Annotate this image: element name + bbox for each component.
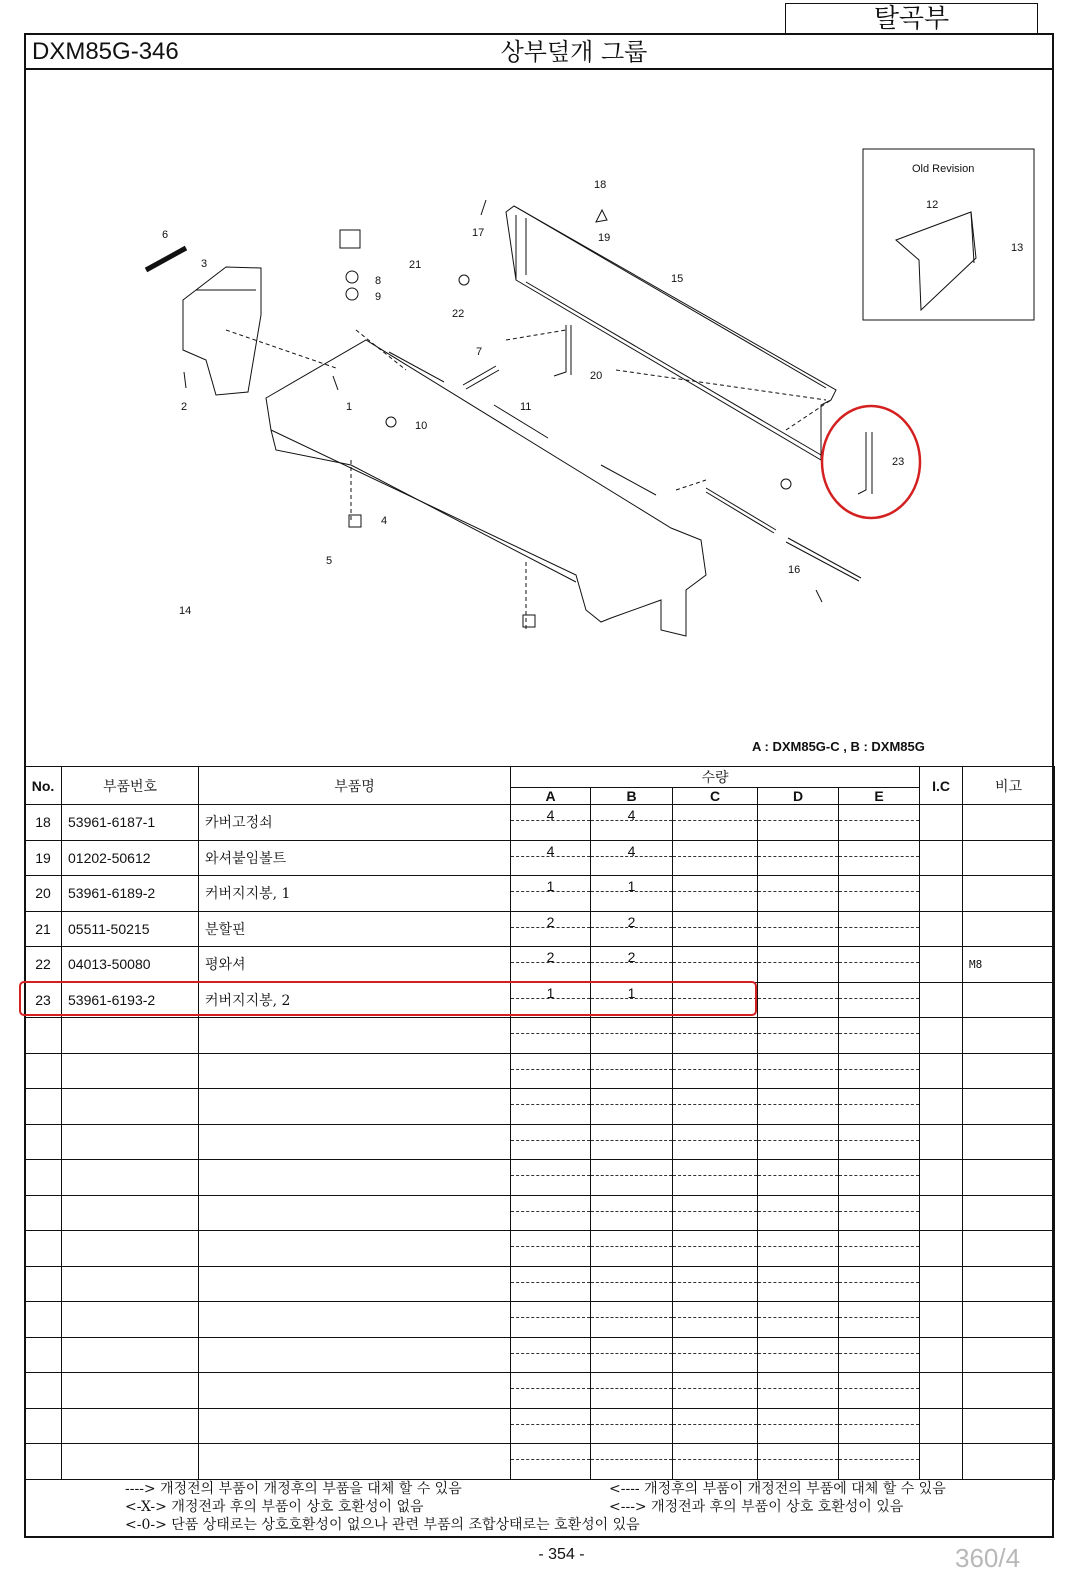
- row-qty-a: [511, 1160, 591, 1196]
- table-row: [25, 805, 1055, 841]
- row-no: [25, 1018, 62, 1054]
- row-qty-c: [673, 1373, 758, 1409]
- row-qty-b: [591, 1018, 673, 1054]
- row-part-number: [62, 1231, 199, 1267]
- callout-23: 23: [892, 456, 905, 468]
- table-row: [25, 1160, 1055, 1196]
- row-part-number: [62, 1373, 199, 1409]
- row-qty-c: [673, 1160, 758, 1196]
- row-qty-e: [839, 1124, 920, 1160]
- table-row: [25, 1373, 1055, 1409]
- row-no: [25, 1231, 62, 1267]
- row-qty-d: [758, 805, 839, 841]
- row-no: [25, 1195, 62, 1231]
- table-row: [25, 1053, 1055, 1089]
- row-qty-c: [673, 840, 758, 876]
- row-remarks: [963, 1195, 1055, 1231]
- row-qty-a: [511, 1444, 591, 1480]
- callout-16: 16: [788, 564, 801, 576]
- row-qty-e: [839, 911, 920, 947]
- row-qty-b: [591, 1373, 673, 1409]
- row-part-number: [62, 1053, 199, 1089]
- row-qty-e: [839, 947, 920, 983]
- callout-19: 19: [598, 232, 611, 244]
- row-qty-c: [673, 947, 758, 983]
- row-remarks: [963, 982, 1055, 1018]
- row-part-number: 53961-6187-1: [62, 805, 199, 841]
- note-line1-right: <---- 개정후의 부품이 개정전의 부품에 대체 할 수 있음: [609, 1481, 946, 1497]
- row-part-name: [199, 1337, 511, 1373]
- row-no: [25, 1053, 62, 1089]
- header-ic: I.C: [920, 767, 963, 805]
- row-qty-a: 4: [511, 805, 591, 841]
- qty-col-a: A: [511, 788, 591, 805]
- row-qty-a: [511, 1373, 591, 1409]
- callout-8: 8: [375, 275, 382, 287]
- row-no: [25, 1444, 62, 1480]
- row-qty-e: [839, 1195, 920, 1231]
- row-ic: [920, 1018, 963, 1054]
- row-qty-d: [758, 982, 839, 1018]
- row-ic: [920, 1444, 963, 1480]
- callout-3: 3: [201, 258, 208, 270]
- row-qty-d: [758, 1195, 839, 1231]
- row-qty-c: [673, 1231, 758, 1267]
- row-no: [25, 1089, 62, 1125]
- row-qty-a: 1: [511, 982, 591, 1018]
- row-ic: [920, 1337, 963, 1373]
- row-no: [25, 1266, 62, 1302]
- row-qty-d: [758, 876, 839, 912]
- row-ic: [920, 876, 963, 912]
- row-qty-d: [758, 1408, 839, 1444]
- table-row: [25, 1266, 1055, 1302]
- row-no: [25, 1408, 62, 1444]
- row-remarks: [963, 805, 1055, 841]
- row-qty-e: [839, 1089, 920, 1125]
- row-qty-b: [591, 1302, 673, 1338]
- row-qty-e: [839, 1302, 920, 1338]
- row-part-number: [62, 1444, 199, 1480]
- row-qty-a: [511, 1018, 591, 1054]
- callout-5: 5: [326, 555, 333, 567]
- qty-col-d: D: [758, 788, 839, 805]
- table-row: [25, 1089, 1055, 1125]
- row-part-number: [62, 1337, 199, 1373]
- row-qty-a: 4: [511, 840, 591, 876]
- row-part-name: [199, 1444, 511, 1480]
- row-qty-b: [591, 1444, 673, 1480]
- row-ic: [920, 1160, 963, 1196]
- model-code: DXM85G-346: [32, 38, 179, 65]
- row-qty-e: [839, 982, 920, 1018]
- row-part-name: 커버지지봉, 2: [199, 982, 511, 1018]
- header-part-name: 부품명: [199, 767, 511, 805]
- row-ic: [920, 1408, 963, 1444]
- row-part-number: 04013-50080: [62, 947, 199, 983]
- row-ic: [920, 1302, 963, 1338]
- row-qty-a: 1: [511, 876, 591, 912]
- row-qty-e: [839, 1337, 920, 1373]
- row-qty-c: [673, 1195, 758, 1231]
- row-qty-c: [673, 1444, 758, 1480]
- row-qty-b: 2: [591, 911, 673, 947]
- table-row: [25, 1124, 1055, 1160]
- callout-10: 10: [415, 420, 428, 432]
- header-no: No.: [25, 767, 62, 805]
- row-no: 20: [25, 876, 62, 912]
- qty-col-b: B: [591, 788, 673, 805]
- callout-15: 15: [671, 273, 684, 285]
- parts-table: [24, 766, 1055, 1480]
- row-remarks: [963, 1160, 1055, 1196]
- callout-4: 4: [381, 515, 388, 527]
- table-row: [25, 1408, 1055, 1444]
- note-line3: <-0-> 단품 상태로는 상호호환성이 없으나 관련 부품의 조합상태로는 호환성이 있음: [125, 1517, 640, 1533]
- row-no: 23: [25, 982, 62, 1018]
- page-counter: 360/4: [955, 1543, 1021, 1573]
- callout-11: 11: [520, 401, 532, 413]
- row-qty-d: [758, 1302, 839, 1338]
- callout-18: 18: [594, 179, 607, 191]
- row-part-name: [199, 1089, 511, 1125]
- row-part-name: [199, 1302, 511, 1338]
- row-ic: [920, 1089, 963, 1125]
- row-part-number: 01202-50612: [62, 840, 199, 876]
- row-qty-d: [758, 1160, 839, 1196]
- table-row: [25, 1195, 1055, 1231]
- row-qty-e: [839, 1018, 920, 1054]
- row-part-name: [199, 1160, 511, 1196]
- row-qty-e: [839, 1053, 920, 1089]
- row-remarks: [963, 1266, 1055, 1302]
- table-row: [25, 911, 1055, 947]
- row-part-name: [199, 1373, 511, 1409]
- header-remarks: 비고: [963, 767, 1055, 805]
- row-ic: [920, 1195, 963, 1231]
- row-remarks: [963, 1444, 1055, 1480]
- row-part-name: [199, 1408, 511, 1444]
- row-qty-c: [673, 1053, 758, 1089]
- row-qty-b: [591, 1124, 673, 1160]
- row-qty-a: [511, 1124, 591, 1160]
- row-no: [25, 1302, 62, 1338]
- row-part-number: 53961-6189-2: [62, 876, 199, 912]
- table-row: [25, 1018, 1055, 1054]
- table-row: [25, 1337, 1055, 1373]
- row-remarks: [963, 1337, 1055, 1373]
- note-line2-left: <-X-> 개정전과 후의 부품이 상호 호환성이 없음: [125, 1499, 424, 1515]
- table-row: [25, 1444, 1055, 1480]
- row-no: 21: [25, 911, 62, 947]
- table-row: [25, 1231, 1055, 1267]
- row-qty-d: [758, 911, 839, 947]
- row-qty-e: [839, 1231, 920, 1267]
- row-part-name: [199, 1195, 511, 1231]
- row-remarks: [963, 1124, 1055, 1160]
- row-qty-e: [839, 1408, 920, 1444]
- row-qty-a: [511, 1089, 591, 1125]
- row-no: [25, 1160, 62, 1196]
- note-line1-left: ----> 개정전의 부품이 개정후의 부품을 대체 할 수 있음: [125, 1481, 462, 1497]
- qty-col-e: E: [839, 788, 920, 805]
- row-qty-c: [673, 1124, 758, 1160]
- row-no: 18: [25, 805, 62, 841]
- row-qty-c: [673, 1408, 758, 1444]
- row-ic: [920, 805, 963, 841]
- row-qty-b: [591, 1160, 673, 1196]
- row-qty-c: [673, 911, 758, 947]
- row-remarks: [963, 876, 1055, 912]
- row-qty-c: [673, 1266, 758, 1302]
- header-quantity: 수량: [511, 767, 920, 788]
- row-ic: [920, 1231, 963, 1267]
- section-tab: 탈곡부: [785, 3, 1038, 33]
- row-remarks: [963, 1053, 1055, 1089]
- callout-14: 14: [179, 605, 192, 617]
- row-qty-b: [591, 1266, 673, 1302]
- row-qty-e: [839, 1160, 920, 1196]
- row-part-name: 평와셔: [199, 947, 511, 983]
- page-number: - 354 -: [538, 1546, 585, 1563]
- row-qty-a: [511, 1408, 591, 1444]
- row-ic: [920, 840, 963, 876]
- row-part-number: 05511-50215: [62, 911, 199, 947]
- table-row: [25, 840, 1055, 876]
- row-part-number: [62, 1089, 199, 1125]
- exploded-parts-diagram: [26, 70, 1052, 765]
- row-part-name: [199, 1124, 511, 1160]
- row-no: [25, 1337, 62, 1373]
- row-ic: [920, 1124, 963, 1160]
- group-title: 상부덮개 그룹: [500, 38, 648, 66]
- row-qty-d: [758, 1266, 839, 1302]
- row-qty-c: [673, 1018, 758, 1054]
- row-qty-d: [758, 1124, 839, 1160]
- row-qty-a: [511, 1053, 591, 1089]
- row-qty-d: [758, 1089, 839, 1125]
- row-part-number: [62, 1195, 199, 1231]
- row-qty-b: 2: [591, 947, 673, 983]
- row-part-number: [62, 1408, 199, 1444]
- row-part-number: 53961-6193-2: [62, 982, 199, 1018]
- callout-6: 6: [162, 229, 169, 241]
- callout-1: 1: [346, 401, 353, 413]
- callout-9: 9: [375, 291, 382, 303]
- row-part-number: [62, 1160, 199, 1196]
- row-qty-d: [758, 1337, 839, 1373]
- row-qty-b: [591, 1408, 673, 1444]
- row-remarks: [963, 1018, 1055, 1054]
- row-qty-d: [758, 840, 839, 876]
- row-no: [25, 1373, 62, 1409]
- row-qty-d: [758, 1373, 839, 1409]
- row-qty-a: [511, 1195, 591, 1231]
- row-qty-c: [673, 1302, 758, 1338]
- row-qty-d: [758, 1444, 839, 1480]
- row-qty-d: [758, 1231, 839, 1267]
- row-qty-b: 4: [591, 840, 673, 876]
- row-qty-b: [591, 1053, 673, 1089]
- row-remarks: [963, 1231, 1055, 1267]
- highlight-row-23: [19, 981, 757, 1016]
- row-ic: [920, 982, 963, 1018]
- row-qty-a: [511, 1337, 591, 1373]
- row-qty-c: [673, 876, 758, 912]
- row-part-name: [199, 1018, 511, 1054]
- row-qty-b: 4: [591, 805, 673, 841]
- row-qty-a: [511, 1266, 591, 1302]
- row-remarks: [963, 911, 1055, 947]
- row-part-number: [62, 1302, 199, 1338]
- row-qty-a: 2: [511, 947, 591, 983]
- row-ic: [920, 947, 963, 983]
- callout-12: 12: [926, 199, 939, 211]
- callout-17: 17: [472, 227, 485, 239]
- row-qty-e: [839, 1373, 920, 1409]
- row-qty-e: [839, 805, 920, 841]
- note-line2-right: <---> 개정전과 후의 부품이 상호 호환성이 있음: [609, 1499, 904, 1515]
- callout-7: 7: [476, 346, 483, 358]
- table-row: [25, 947, 1055, 983]
- row-part-name: [199, 1266, 511, 1302]
- table-row: [25, 1302, 1055, 1338]
- row-part-name: 분할핀: [199, 911, 511, 947]
- table-row: [25, 876, 1055, 912]
- callout-2: 2: [181, 401, 188, 413]
- row-no: 22: [25, 947, 62, 983]
- highlight-circle: [822, 406, 920, 518]
- row-ic: [920, 1266, 963, 1302]
- row-part-name: 와셔붙임볼트: [199, 840, 511, 876]
- callout-22: 22: [452, 308, 465, 320]
- row-ic: [920, 1373, 963, 1409]
- row-remarks: [963, 1302, 1055, 1338]
- model-legend: A : DXM85G-C , B : DXM85G: [752, 739, 925, 754]
- row-qty-a: [511, 1302, 591, 1338]
- row-qty-d: [758, 1053, 839, 1089]
- row-qty-e: [839, 1266, 920, 1302]
- row-no: [25, 1124, 62, 1160]
- row-qty-a: [511, 1231, 591, 1267]
- row-part-name: [199, 1053, 511, 1089]
- row-qty-d: [758, 1018, 839, 1054]
- row-qty-c: [673, 1089, 758, 1125]
- row-qty-d: [758, 947, 839, 983]
- row-part-number: [62, 1018, 199, 1054]
- callout-13: 13: [1011, 242, 1024, 254]
- qty-col-c: C: [673, 788, 758, 805]
- row-qty-b: [591, 1337, 673, 1373]
- callout-20: 20: [590, 370, 603, 382]
- row-no: 19: [25, 840, 62, 876]
- row-part-name: [199, 1231, 511, 1267]
- row-ic: [920, 1053, 963, 1089]
- row-remarks: [963, 1373, 1055, 1409]
- row-qty-e: [839, 840, 920, 876]
- row-qty-b: 1: [591, 982, 673, 1018]
- row-remarks: [963, 1089, 1055, 1125]
- row-part-name: 커버지지봉, 1: [199, 876, 511, 912]
- row-part-number: [62, 1266, 199, 1302]
- callout-21: 21: [409, 259, 422, 271]
- row-part-number: [62, 1124, 199, 1160]
- row-qty-c: [673, 1337, 758, 1373]
- row-qty-e: [839, 1444, 920, 1480]
- row-qty-b: [591, 1195, 673, 1231]
- row-qty-a: 2: [511, 911, 591, 947]
- row-remarks: [963, 840, 1055, 876]
- old-revision-label: Old Revision: [912, 163, 975, 175]
- row-part-name: 카버고정쇠: [199, 805, 511, 841]
- row-remarks: M8: [963, 947, 1055, 983]
- row-remarks: [963, 1408, 1055, 1444]
- row-qty-e: [839, 876, 920, 912]
- row-qty-b: [591, 1089, 673, 1125]
- header-part-number: 부품번호: [62, 767, 199, 805]
- row-qty-b: 1: [591, 876, 673, 912]
- row-qty-c: [673, 805, 758, 841]
- row-qty-b: [591, 1231, 673, 1267]
- row-ic: [920, 911, 963, 947]
